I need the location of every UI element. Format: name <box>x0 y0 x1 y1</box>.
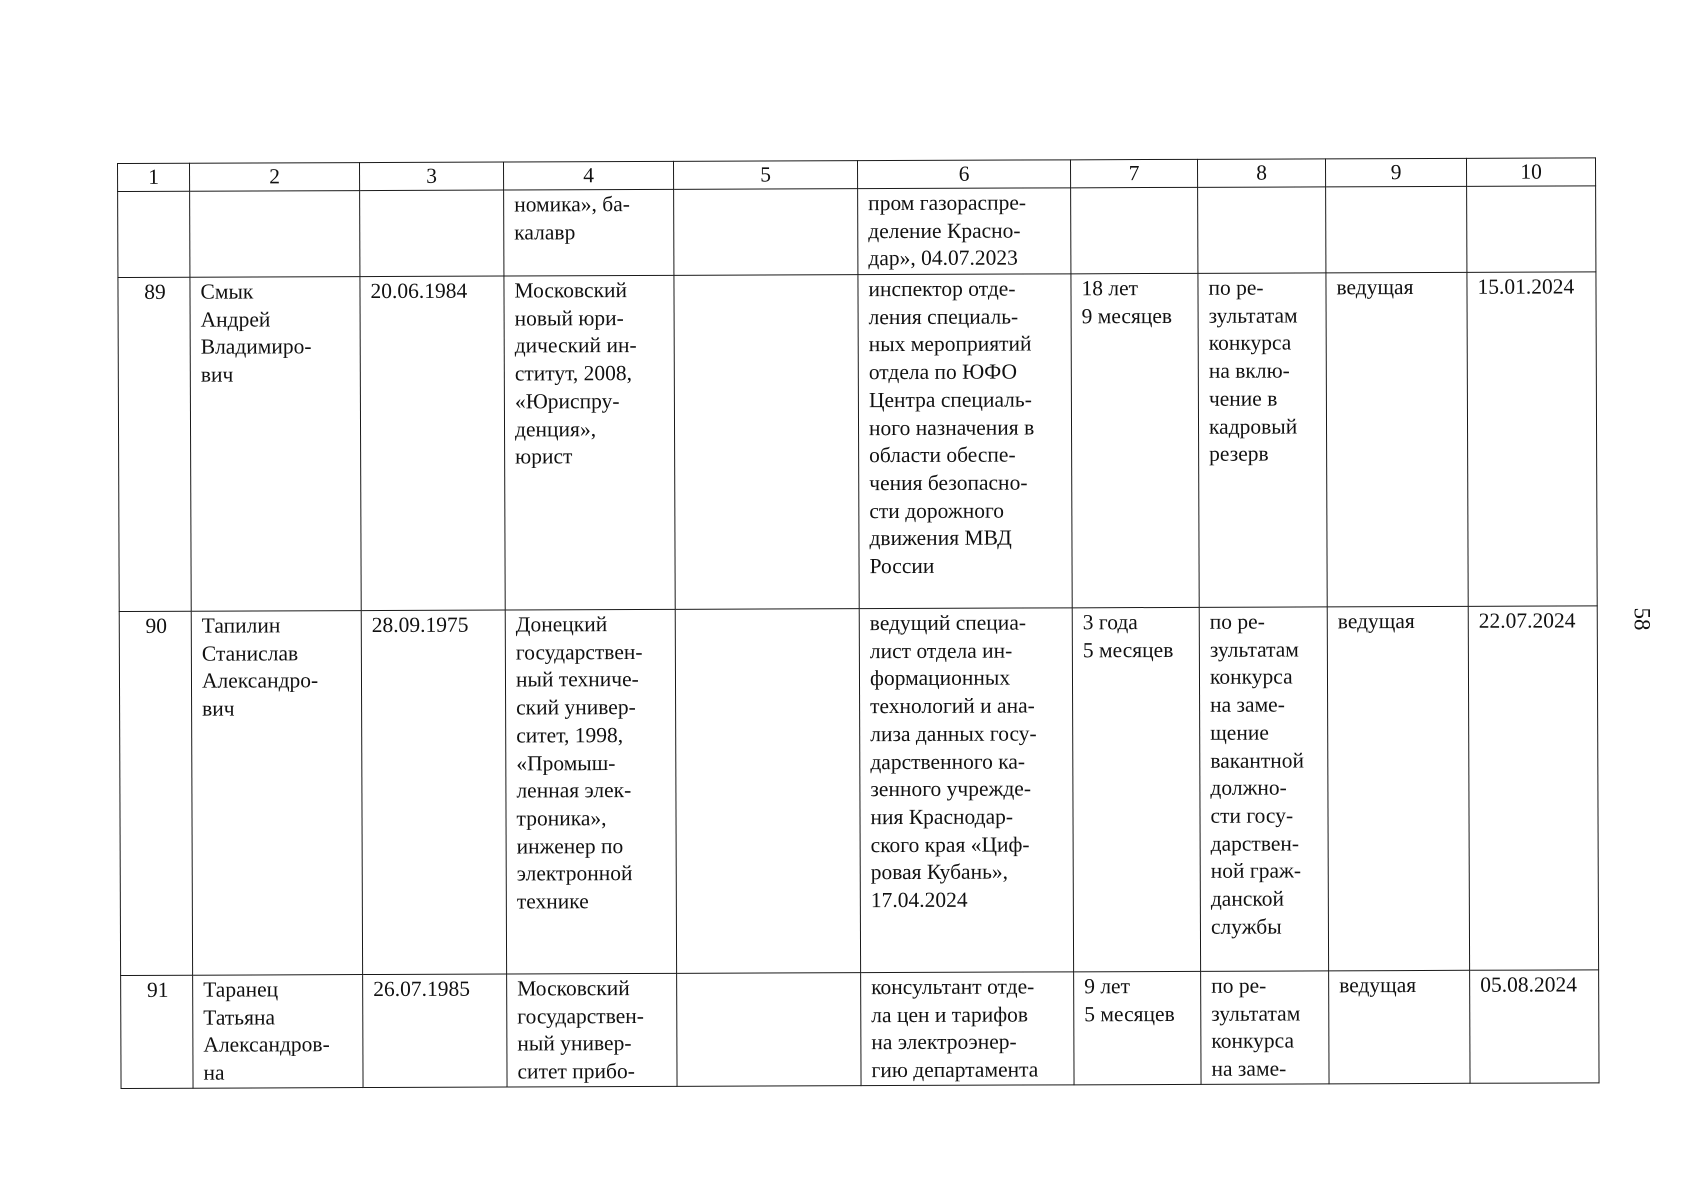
cell-position: инспектор отде- ления специаль- ных мероприятий отдела по ЮФО Центра специаль- ного назначения в области обеспе- чения безопасно- сти дорожного движения МВД России <box>858 274 1072 609</box>
column-header: 2 <box>190 163 360 192</box>
cell-position: пром газораспре- деление Красно- дар», 04.07.2023 <box>858 188 1071 275</box>
cell-birth-date: 28.09.1975 <box>361 610 506 975</box>
cell-group: ведущая <box>1326 272 1468 607</box>
cell-education: Донецкий государствен- ный техниче- ский универ- ситет, 1998, «Промыш- ленная элек- троника», инженер по электронной технике <box>505 609 676 974</box>
cell-name <box>190 191 360 278</box>
cell-birth-date: 20.06.1984 <box>360 276 505 611</box>
cell-column-5 <box>674 275 859 610</box>
cell-date: 22.07.2024 <box>1468 606 1598 970</box>
personnel-table <box>117 157 1600 1088</box>
cell-group: ведущая <box>1327 606 1469 971</box>
cell-experience <box>1071 187 1198 273</box>
cell-basis: по ре- зультатам конкурса на заме- <box>1201 971 1329 1084</box>
cell-basis: по ре- зультатам конкурса на вклю- чение в кадровый резерв <box>1198 273 1327 607</box>
cell-date: 15.01.2024 <box>1467 272 1597 606</box>
cell-education: Московский государствен- ный универ- ситет прибо- <box>507 973 677 1086</box>
cell-experience: 3 года 5 месяцев <box>1072 607 1200 971</box>
cell-basis <box>1198 187 1326 273</box>
cell-date <box>1467 186 1596 272</box>
table-row-continuation <box>118 186 1596 278</box>
cell-name: Смык Андрей Владимиро- вич <box>190 277 361 612</box>
cell-column-5 <box>677 973 861 1087</box>
cell-group <box>1326 186 1467 273</box>
cell-date: 05.08.2024 <box>1470 970 1599 1083</box>
cell-experience: 9 лет 5 месяцев <box>1074 971 1201 1084</box>
column-header: 4 <box>503 161 673 190</box>
cell-name: Таранец Татьяна Александров- на <box>193 975 363 1088</box>
cell-position: консультант отде- ла цен и тарифов на электроэнер- гию департамента <box>861 972 1074 1086</box>
column-header: 6 <box>857 160 1070 189</box>
column-header: 7 <box>1070 159 1197 187</box>
page-number: 58 <box>1629 607 1655 631</box>
cell-basis: по ре- зультатам конкурса на заме- щение вакантной должно- сти госу- дарствен- ной граж- данской службы <box>1199 607 1328 971</box>
cell-number: 90 <box>119 611 192 975</box>
column-header: 10 <box>1466 158 1595 186</box>
cell-position: ведущий специа- лист отдела ин- формационных технологий и ана- лиза данных госу- дарственного ка- зенного учрежде- ния Краснодар- ского края «Циф- ровая Кубань», 17.04.2024 <box>859 608 1073 973</box>
column-header: 1 <box>118 163 190 191</box>
cell-group: ведущая <box>1329 970 1470 1083</box>
column-header: 9 <box>1325 158 1466 187</box>
cell-number: 89 <box>118 277 191 611</box>
cell-birth-date <box>360 190 504 277</box>
column-header: 5 <box>673 161 857 190</box>
column-header: 8 <box>1197 159 1325 187</box>
cell-education: Московский новый юри- дический ин- ститут, 2008, «Юриспру- денция», юрист <box>504 275 675 610</box>
cell-education: номика», ба- калавр <box>504 189 674 276</box>
table-row-91 <box>121 970 1599 1088</box>
cell-experience: 18 лет 9 месяцев <box>1071 273 1199 607</box>
cell-number <box>118 191 190 277</box>
cell-number: 91 <box>121 975 193 1088</box>
cell-column-5 <box>674 189 858 276</box>
table-row-89 <box>118 272 1597 612</box>
table-row-90 <box>119 606 1598 976</box>
cell-column-5 <box>675 609 860 974</box>
cell-name: Тапилин Станислав Александро- вич <box>191 611 362 976</box>
column-header: 3 <box>360 162 504 191</box>
cell-birth-date: 26.07.1985 <box>363 974 507 1087</box>
